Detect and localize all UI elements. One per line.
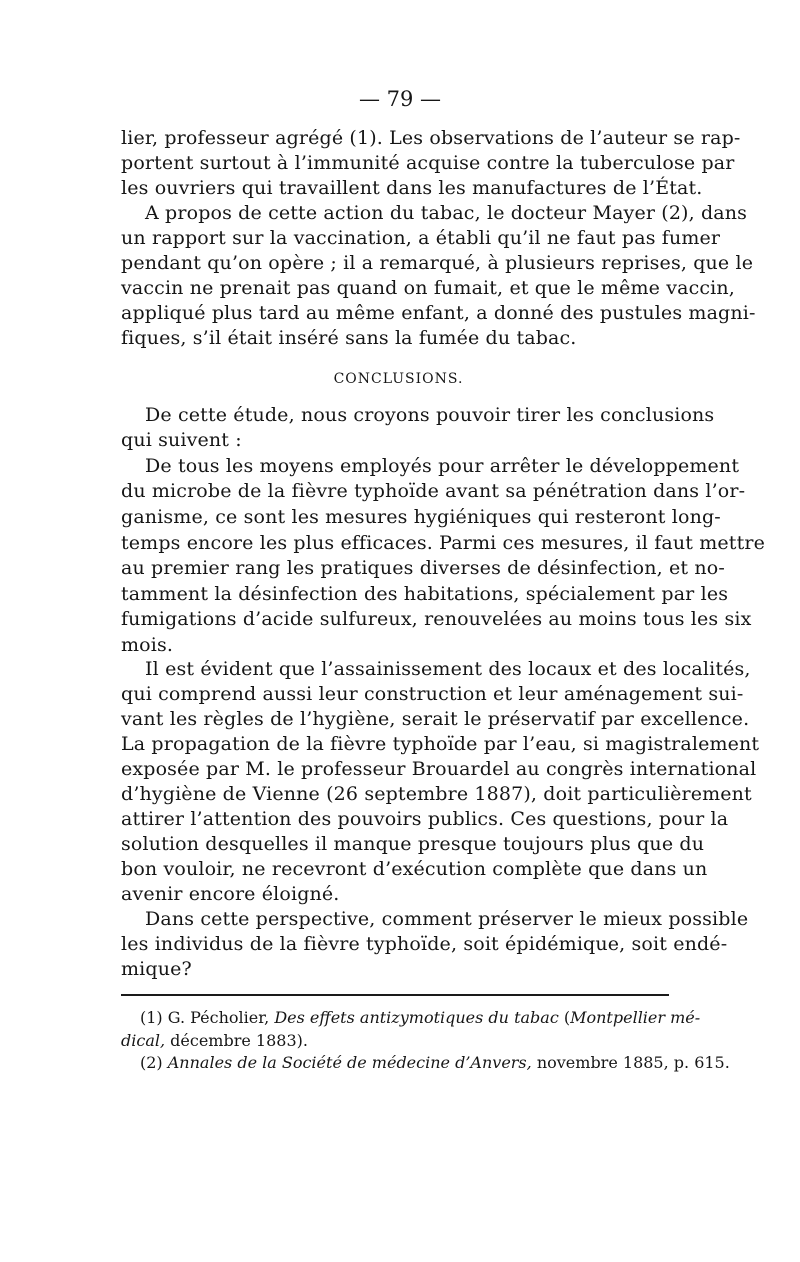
text-line: avenir encore éloigné. [121, 883, 340, 905]
footnote-text: (2) [140, 1053, 168, 1072]
text-line: Il est évident que l’assainissement des locaux et des localités, [145, 658, 751, 680]
text-line: pendant qu’on opère ; il a remarqué, à plusieurs reprises, que le [121, 252, 754, 274]
text-line: portent surtout à l’immunité acquise contre la tuberculose par [121, 152, 735, 174]
footnote-text: (1) G. Pécholier, [140, 1008, 275, 1027]
text-line: A propos de cette action du tabac, le docteur Mayer (2), dans [145, 202, 748, 224]
text-line: vant les règles de l’hygiène, serait le préservatif par excellence. [121, 708, 750, 730]
footnote-text: décembre 1883). [165, 1031, 308, 1050]
footnote-text: ( [558, 1008, 571, 1027]
text-line: ganisme, ce sont les mesures hygiéniques qui resteront long- [121, 506, 721, 528]
text-line: fumigations d’acide sulfureux, renouvelées au moins tous les six [121, 608, 752, 630]
text-line: temps encore les plus efficaces. Parmi ces mesures, il faut mettre [121, 532, 765, 554]
text-line: tamment la désinfection des habitations, spécialement par les [121, 583, 729, 605]
footnote-1-continued [121, 1030, 676, 1052]
text-line: au premier rang les pratiques diverses de désinfection, et no- [121, 557, 725, 579]
footnote-title: Annales de la Société de médecine d’Anvers, [167, 1053, 532, 1072]
text-line: d’hygiène de Vienne (26 septembre 1887), doit particulièrement [121, 783, 752, 805]
text-line: les individus de la fièvre typhoïde, soit épidémique, soit endé- [121, 933, 728, 955]
footnote-text: novembre 1885, p. 615. [531, 1053, 730, 1072]
footnote-title: Des effets antizymotiques du tabac [274, 1008, 559, 1027]
footnote-title: Montpellier mé- [570, 1008, 701, 1027]
text-line: un rapport sur la vaccination, a établi qu’il ne faut pas fumer [121, 227, 721, 249]
text-line: De cette étude, nous croyons pouvoir tirer les conclusions [145, 404, 715, 426]
text-line: fiques, s’il était inséré sans la fumée du tabac. [121, 327, 577, 349]
text-line: qui suivent : [121, 429, 242, 451]
text-line: mique? [121, 958, 192, 980]
text-line: Dans cette perspective, comment préserver le mieux possible [145, 908, 749, 930]
footnote-1 [140, 1007, 701, 1029]
text-line: La propagation de la fièvre typhoïde par l’eau, si magistralement [121, 733, 760, 755]
text-line: solution desquelles il manque presque toujours plus que du [121, 833, 705, 855]
footnote-divider [121, 994, 669, 996]
text-line: qui comprend aussi leur construction et leur aménagement sui- [121, 683, 744, 705]
text-line: du microbe de la fièvre typhoïde avant sa pénétration dans l’or- [121, 480, 746, 502]
footnote-title: dical, [121, 1031, 166, 1050]
text-line: lier, professeur agrégé (1). Les observations de l’auteur se rap- [121, 127, 741, 149]
page-number: — 79 — [358, 87, 442, 111]
text-line: vaccin ne prenait pas quand on fumait, et que le même vaccin, [121, 277, 735, 299]
text-line: mois. [121, 634, 174, 656]
footnote-2 [140, 1052, 730, 1074]
text-line: bon vouloir, ne recevront d’exécution complète que dans un [121, 858, 708, 880]
text-line: attirer l’attention des pouvoirs publics. Ces questions, pour la [121, 808, 729, 830]
section-heading: CONCLUSIONS. [333, 371, 464, 387]
text-line: De tous les moyens employés pour arrêter le développement [145, 455, 740, 477]
text-line: les ouvriers qui travaillent dans les manufactures de l’État. [121, 177, 703, 199]
text-line: appliqué plus tard au même enfant, a donné des pustules magni- [121, 302, 756, 324]
text-line: exposée par M. le professeur Brouardel au congrès international [121, 758, 757, 780]
